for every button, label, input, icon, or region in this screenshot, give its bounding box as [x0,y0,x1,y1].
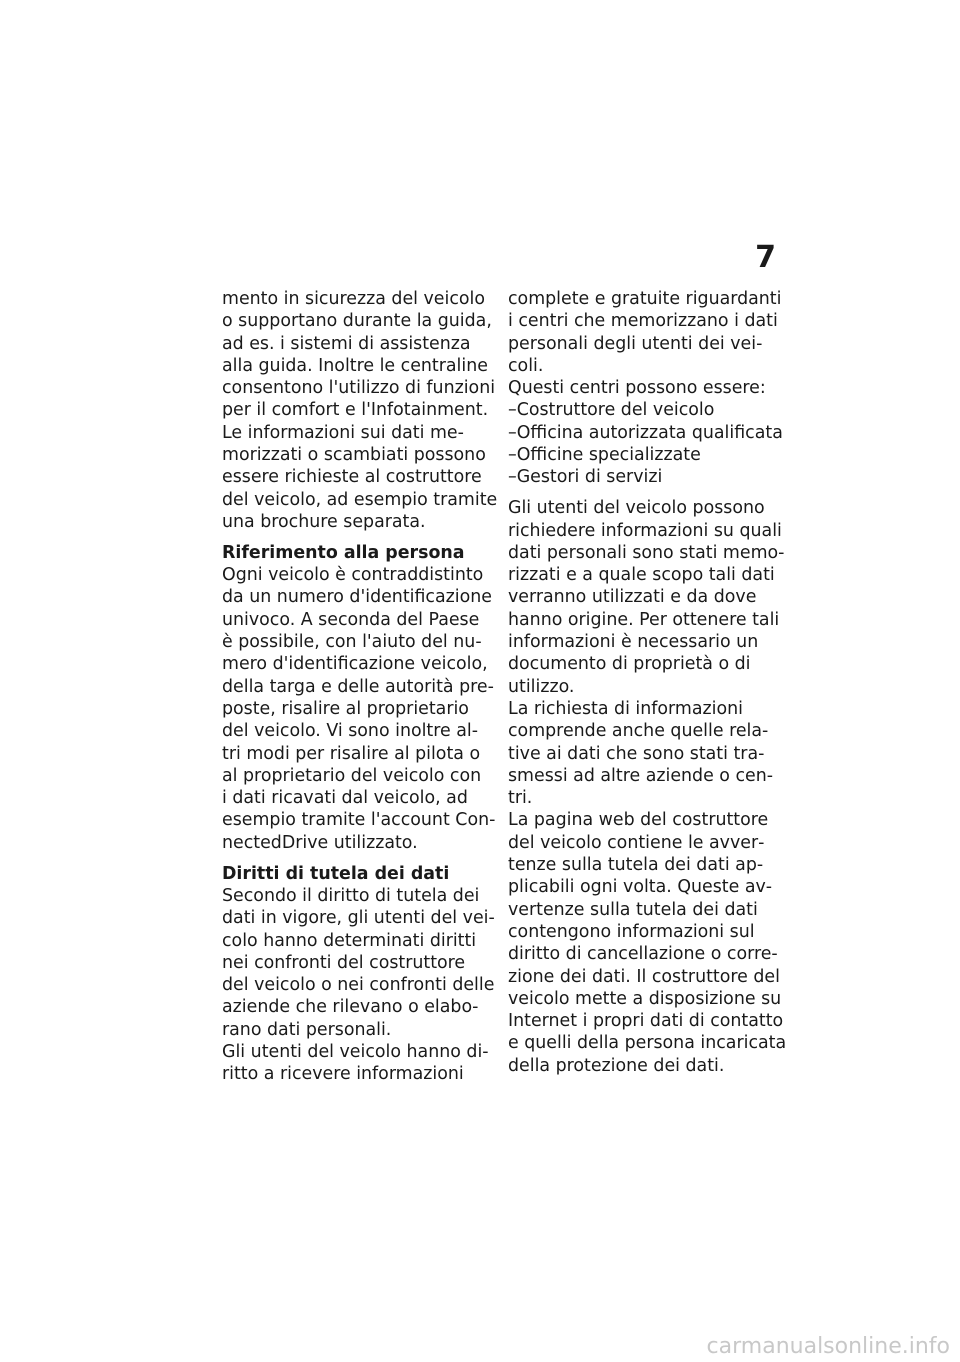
text-line: –Gestori di servizi [508,467,663,488]
watermark-text: carmanualsonline.info [706,1334,950,1359]
text-line: consentono l'utilizzo di funzioni [222,378,496,399]
text-line: nectedDrive utilizzato. [222,832,418,853]
text-line: Le informazioni sui dati me‐ [222,422,464,443]
text-line: rizzati e a quale scopo tali dati [508,565,775,586]
text-line: tenze sulla tutela dei dati ap‐ [508,855,764,876]
text-line: comprende anche quelle rela‐ [508,721,769,742]
text-line: o supportano durante la guida, [222,311,492,332]
text-line: tive ai dati che sono stati tra‐ [508,743,765,764]
text-line: zione dei dati. Il costruttore del [508,966,780,987]
text-line: tri modi per risalire al pilota o [222,743,481,764]
text-line: Secondo il diritto di tutela dei [222,885,480,906]
text-line: del veicolo o nei confronti delle [222,975,495,996]
text-line: del veicolo contiene le avver‐ [508,832,765,853]
text-line: hanno origine. Per ottenere tali [508,609,780,630]
text-line: diritto di cancellazione o corre‐ [508,944,778,965]
text-line: La richiesta di informazioni [508,698,743,719]
text-line: ritto a ricevere informazioni [222,1064,464,1085]
text-line: del veicolo. Vi sono inoltre al‐ [222,721,479,742]
text-line: colo hanno determinati diritti [222,930,477,951]
text-line: utilizzo. [508,676,575,697]
page-number: 7 [755,240,776,275]
paragraph-gap [508,489,776,498]
left-text-column [222,288,498,1086]
text-line: aziende che rilevano o elabo‐ [222,997,479,1018]
text-line: Internet i propri dati di contatto [508,1011,784,1032]
text-line: i dati ricavati dal veicolo, ad [222,788,468,809]
right-text-column [508,288,787,1077]
text-line: –Officine specializzate [508,445,701,466]
text-line: mento in sicurezza del veicolo [222,289,486,309]
text-line: personali degli utenti dei vei‐ [508,333,763,354]
text-line: –Costruttore del veicolo [508,400,715,421]
text-line: da un numero d'identificazione [222,587,492,608]
text-line: dati in vigore, gli utenti del vei‐ [222,908,495,929]
text-line: tri. [508,788,533,809]
text-line: della targa e delle autorità pre‐ [222,676,494,697]
text-line: Ogni veicolo è contraddistinto [222,565,484,586]
text-line: del veicolo, ad esempio tramite [222,489,498,510]
text-line: –Officina autorizzata qualificata [508,422,783,443]
text-line: essere richieste al costruttore [222,467,482,488]
text-line: morizzati o scambiati possono [222,445,486,466]
paragraph-gap [222,854,490,863]
text-line: smessi ad altre aziende o cen‐ [508,765,774,786]
text-line: vertenze sulla tutela dei dati [508,899,758,920]
text-line: ad es. i sistemi di assistenza [222,333,471,354]
text-line: coli. [508,355,544,376]
paragraph-gap [222,533,490,542]
section-heading: Diritti di tutela dei dati [222,863,450,884]
text-line: contengono informazioni sul [508,921,755,942]
text-line: La pagina web del costruttore [508,810,769,831]
text-line: mero d'identificazione veicolo, [222,654,488,675]
text-line: plicabili ogni volta. Queste av‐ [508,877,773,898]
text-line: al proprietario del veicolo con [222,765,482,786]
text-line: documento di proprietà o di [508,654,751,675]
text-line: una brochure separata. [222,511,426,532]
text-line: veicolo mette a disposizione su [508,988,782,1009]
text-line: i centri che memorizzano i dati [508,311,778,332]
text-line: Gli utenti del veicolo possono [508,498,765,519]
text-line: informazioni è necessario un [508,632,759,653]
text-line: è possibile, con l'aiuto del nu‐ [222,632,482,653]
text-line: rano dati personali. [222,1019,392,1040]
text-line: Questi centri possono essere: [508,378,766,399]
text-line: univoco. A seconda del Paese [222,609,480,630]
text-line: e quelli della persona incaricata [508,1033,787,1054]
text-line: verranno utilizzati e da dove [508,587,757,608]
text-line: poste, risalire al proprietario [222,698,469,719]
text-line: richiedere informazioni su quali [508,520,782,541]
text-line: alla guida. Inoltre le centraline [222,355,488,376]
text-line: della protezione dei dati. [508,1055,725,1076]
section-heading: Riferimento alla persona [222,542,465,563]
text-line: per il comfort e l'Infotainment. [222,400,489,421]
text-line: esempio tramite l'account Con‐ [222,810,496,831]
text-line: Gli utenti del veicolo hanno di‐ [222,1041,489,1062]
text-line: dati personali sono stati memo‐ [508,542,785,563]
text-line: complete e gratuite riguardanti [508,289,782,309]
text-line: nei confronti del costruttore [222,952,466,973]
